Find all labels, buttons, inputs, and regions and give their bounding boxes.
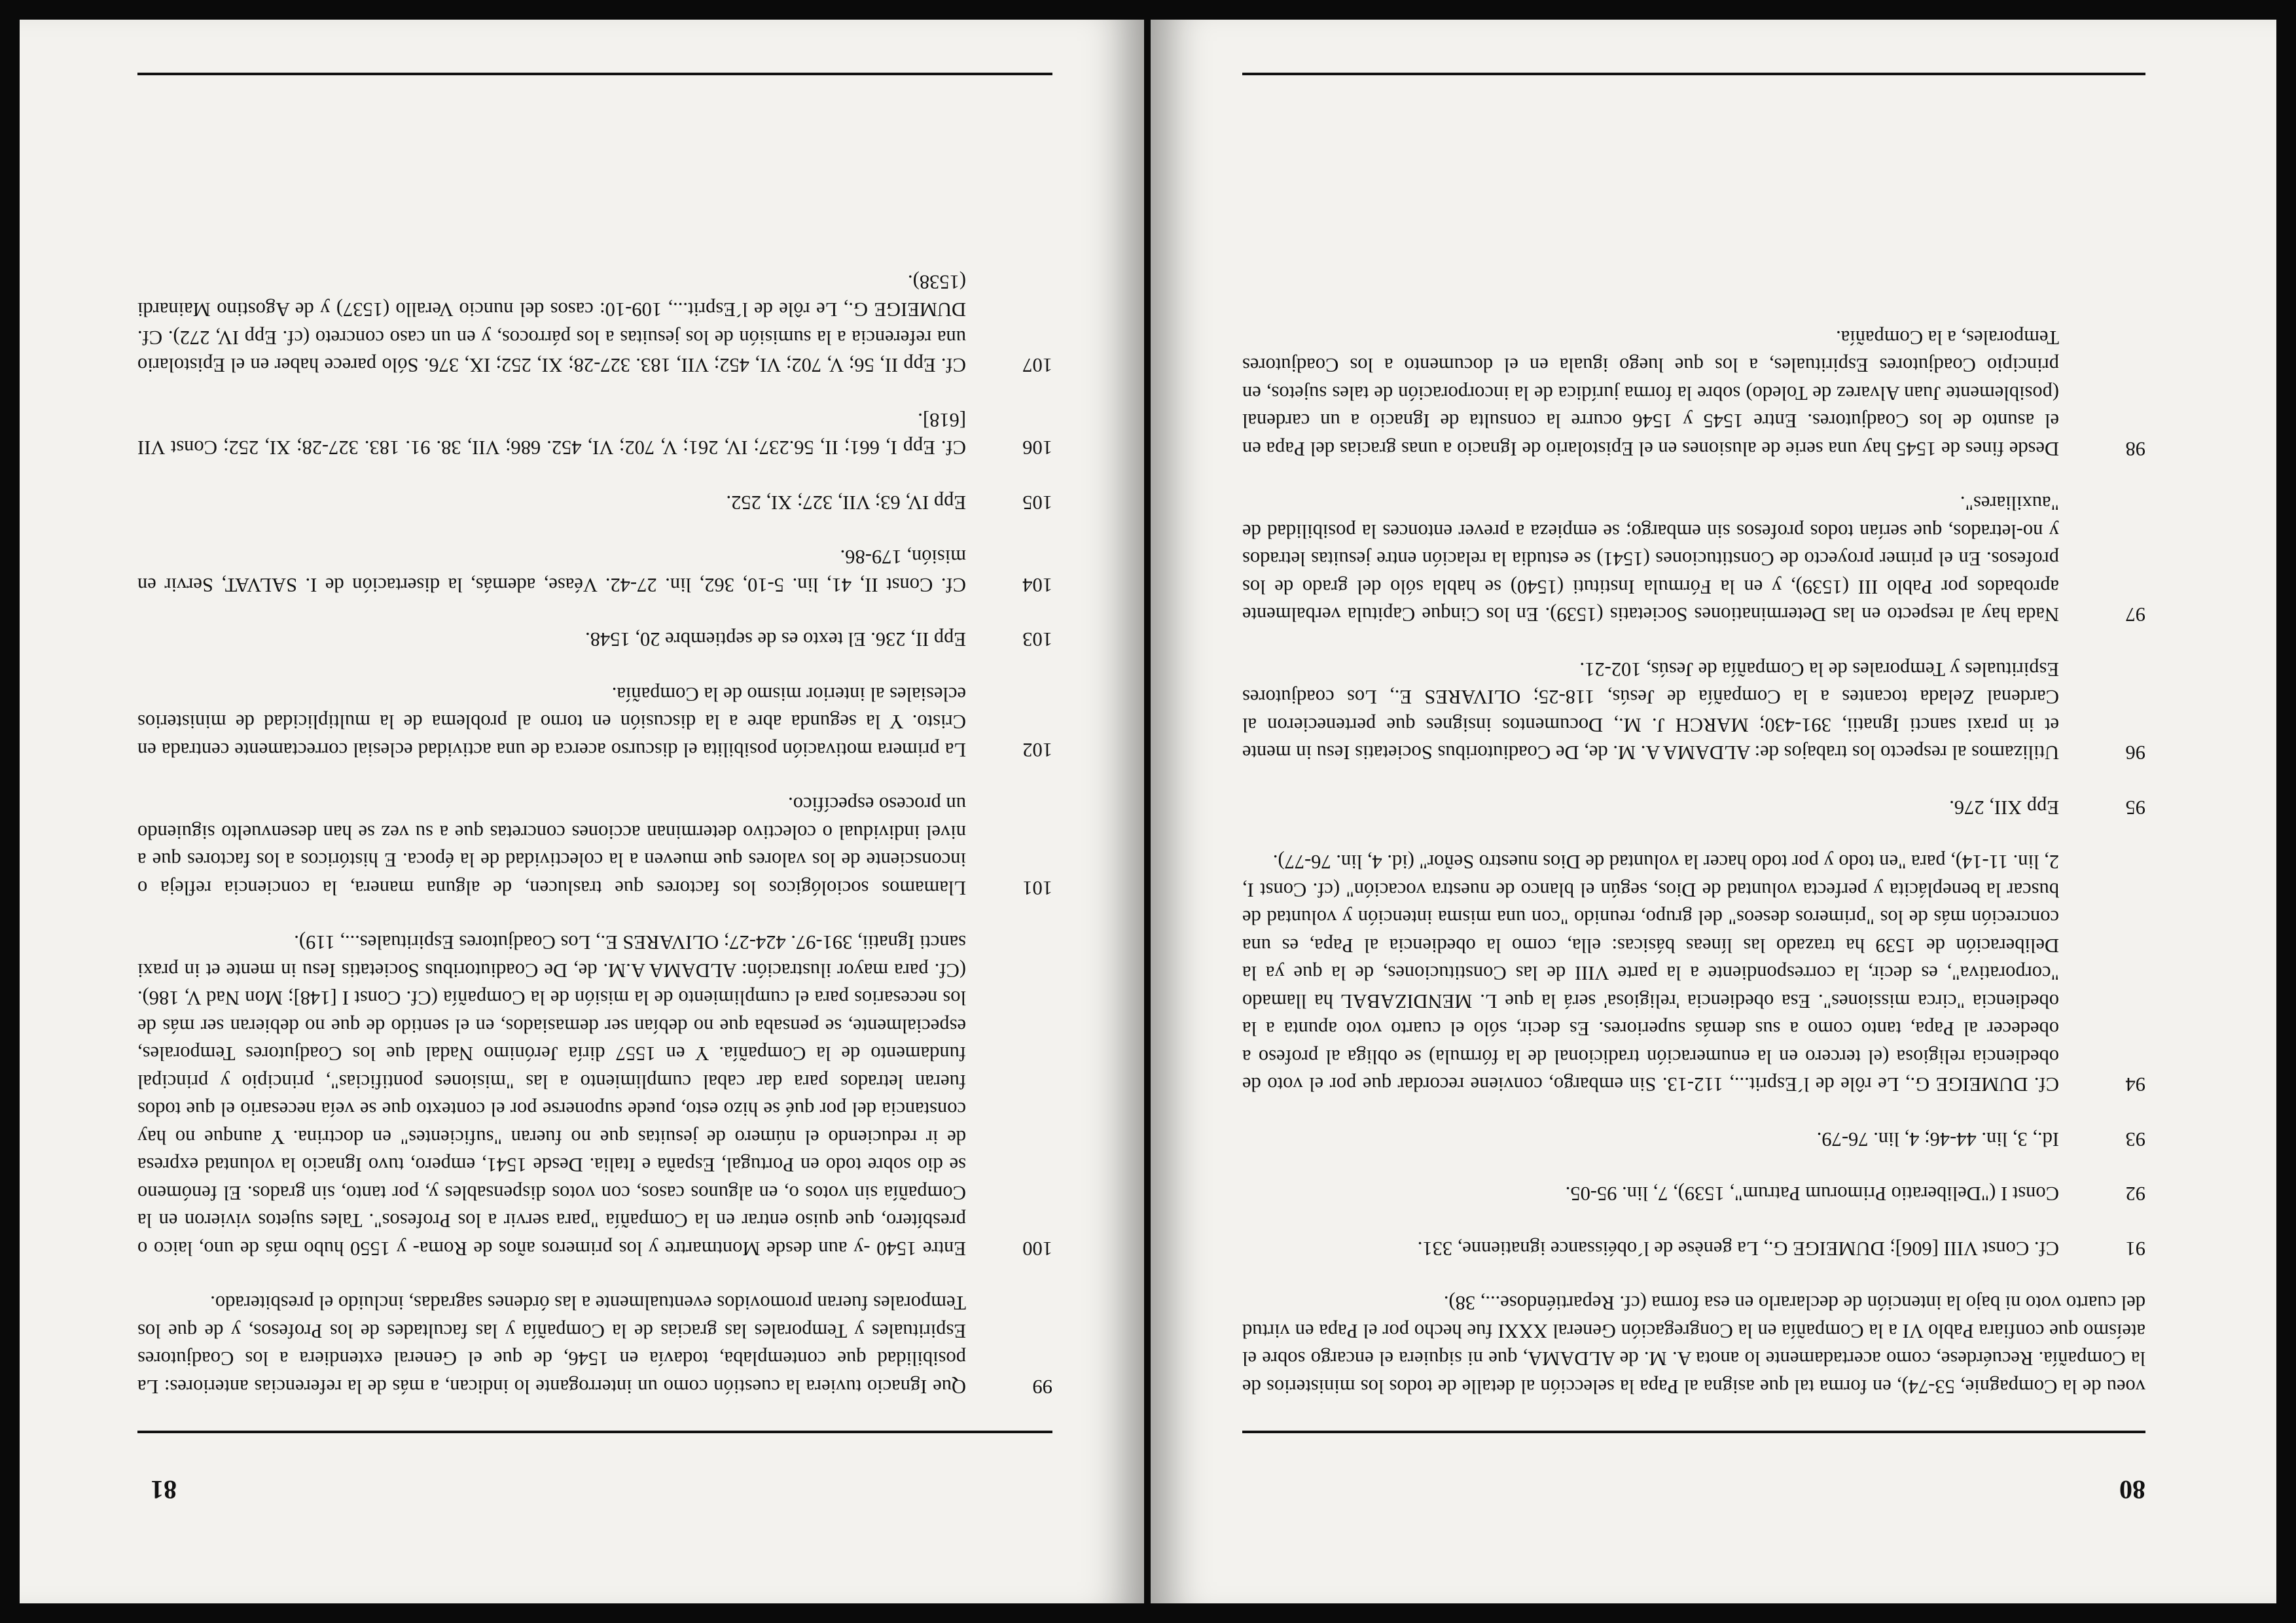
note-92 <box>1242 1180 2145 1208</box>
note-number: 95 <box>2125 796 2145 819</box>
footer-rule <box>137 73 1052 75</box>
page-80 <box>1151 20 2276 1603</box>
endnotes-column <box>137 241 1052 1401</box>
note-number: 96 <box>2125 741 2145 764</box>
note-102 <box>137 681 1052 764</box>
note-number: 105 <box>1022 491 1052 514</box>
note-96 <box>1242 656 2145 767</box>
note-text: Desde fines de 1545 hay una serie de alusiones en el Epistolario de Ignacio a unas gracias del Papa en el asunto de los Coadjutores. Entre 1545 y 1546 ocurre la consulta de Ignacio a un cardenal (posiblemente Juan Alvarez de Toledo) sobre la forma jurídica de la incorporación de tales sujetos, en principio Coadjutores Espirituales, a los que luego iguala en el documento a los Coadjutores Temporales, a la Compañía. <box>1242 327 2059 460</box>
note-98 <box>1242 324 2145 463</box>
note-103 <box>137 626 1052 654</box>
note-text: Que Ignacio tuviera la cuestión como un interrogante lo indican, a más de la referencias anteriores: La posibilidad que contemplaba, todavía en 1546, de que el General extendiera a los Coadjutores Espirituales y Temporales las gracias de la Compañía y las facultades de los Profesos, y de que los Temporales fueran promovidos eventualmente a las órdenes sagradas, incluido el presbiterado. <box>137 1292 966 1398</box>
note-text: Epp II, 236. El texto es de septiembre 20, 1548. <box>585 628 966 651</box>
note-99 <box>137 1289 1052 1400</box>
note-number: 107 <box>1022 354 1052 377</box>
page-number: 80 <box>2119 1475 2145 1505</box>
note-number: 97 <box>2125 603 2145 626</box>
note-104 <box>137 543 1052 599</box>
note-106 <box>137 406 1052 462</box>
note-text: Llamamos sociológicos los factores que traslucen, de alguna manera, la conciencia refleja o inconsciente de los valores que mueven a la colectividad de la época. E históricos a los factores que a nivel individual o colectivo determinan acciones concretas que a su vez se han desenvuelto siguiendo un proceso específico. <box>137 793 966 899</box>
note-number: 101 <box>1022 877 1052 899</box>
note-number: 103 <box>1022 628 1052 651</box>
note-text: Entre 1540 -y aun desde Montmartre y los primeros años de Roma- y 1550 hubo más de uno, laico o presbítero, que quiso entrar en la Compañía "para servir a los Profesos". Tales sujetos vivieron en la Compañía sin votos o, en algunos casos, con votos dispensables y, por tanto, sin grados. El fenómeno se dio sobre todo en Portugal, España e Italia. Desde 1541, empero, tuvo Ignacio la voluntad expresa de ir reduciendo el número de jesuitas que no fueran "suficientes" en doctrina. Y aunque no hay constancia del por qué se hizo esto, puede suponerse por el contexto que se veía necesario el que todos fueran letrados para dar cabal cumplimiento a las "misiones pontificias", principio y principal fundamento de la Compañía. Y en 1557 diría Jerónimo Nadal que los Coadjutores Temporales, especialmente, se pensaba que no debían ser demasiados, en el sentido de que no debieran ser más de los necesarios para el cumplimiento de la misión de la Compañía (Cf. Const I [148]; Mon Nad V, 186). (Cf. para mayor ilustración: ALDAMA A.M. de, De Coadiutoribus Societatis Iesu in mente et in praxi sancti Ignatii, 391-97. 424-27; OLIVARES E., Los Coadjutores Espirituales..., 119). <box>137 931 966 1260</box>
note-number: 92 <box>2125 1183 2145 1205</box>
note-number: 104 <box>1022 574 1052 596</box>
note-text: Epp IV, 63; VII, 327; XI, 252. <box>726 491 966 514</box>
note-text: Const I ("Deliberatio Primorum Patrum", 1539), 7, lin. 95-05. <box>1565 1183 2059 1205</box>
note-105 <box>137 489 1052 517</box>
note-text: voeu de la Compagnie, 53-74), en forma tal que asigna al Papa la selección al detalle de todos los ministerios de la Compañía. Recuérdese, como acertadamente lo anota A. M. de ALDAMA, que ni siquiera el encargo sobre el ateísmo que confiara Pablo VI a la Compañía en la Congregación General XXXI fue hecho por el Papa en virtud del cuarto voto ni bajo la intención de declararlo en esa forma (cf. Repartiéndose..., 38). <box>1242 1292 2145 1398</box>
endnotes-column <box>1242 297 2145 1401</box>
note-text: Utilizamos al respecto los trabajos de: ALDAMA A. M. de, De Coadiutoribus Societatis Iesu in mente et in praxi sancti Ignatii, 391-430; MARCH J. M., Documentos insignes que pertenecieron al Cardenal Zelada tocantes a la Compañía de Jesús, 118-25; OLIVARES E., Los coadjutores Espirituales y Temporales de la Compañía de Jesús, 102-21. <box>1242 658 2059 764</box>
footer-rule <box>1242 73 2145 75</box>
note-text: La primera motivación posibilita el discurso acerca de una actividad eclesial correctamente centrada en Cristo. Y la segunda abre a la discusión en torno al problema de la multiplicidad de ministerios eclesiales al interior mismo de la Compañía. <box>137 683 966 761</box>
note-number: 102 <box>1022 739 1052 761</box>
note-text: Cf. Const II, 41, lin. 5-10, 362, lin. 27-42. Véase, además, la disertación de I. SALVAT, Servir en misión, 179-86. <box>137 546 966 596</box>
note-number: 106 <box>1022 437 1052 459</box>
note-91 <box>1242 1235 2145 1263</box>
note-number: 98 <box>2125 438 2145 460</box>
note-text: Nada hay al respecto en las Determinationes Societatis (1539). En los Cinque Capitula verbalmente aprobados por Pablo III (1539), y en la Fórmula Instituti (1540) se habla sólo del grado de los profesos. En el primer proyecto de Constituciones (1541) se estudia la relación entre jesuitas letrados y no-letrados, que serían todos profesos sin embargo; se empieza a prever entonces la posibilidad de "auxiliares". <box>1242 492 2059 626</box>
page-81 <box>20 20 1144 1603</box>
header-rule <box>137 1431 1052 1433</box>
note-94 <box>1242 848 2145 1099</box>
page-number: 81 <box>151 1475 177 1505</box>
note-text: Cf. DUMEIGE G., Le rôle de l´Esprit..., 112-13. Sin embargo, conviene recordar que por el voto de obediencia religiosa (el tercero en la enumeración tradicional de la fórmula) se obliga al profeso a obedecer al Papa, tanto como a sus demás superiores. Es decir, sólo el cuarto voto apunta a la obediencia "circa missiones". Esa obediencia 'religiosa' será la que L. MENDIZABAL ha llamado "corporativa", es decir, la correspondiente a la parte VIII de las Constituciones, de la que ya la Deliberación de 1539 ha trazado las líneas básicas: ella, como la obediencia al Papa, es una concreción más de los "primeros deseos" del grupo, reunido "con una misma intención y voluntad de buscar la beneplácita y perfecta voluntad de Dios, según el blanco de nuestra vocación" (cf. Const I, 2, lin. 11-14), para "en todo y por todo hacer la voluntad de Dios nuestro Señor" (id. 4, lin. 76-77). <box>1242 851 2059 1096</box>
note-number: 93 <box>2125 1128 2145 1150</box>
note-95 <box>1242 794 2145 822</box>
note-text: Epp XII, 276. <box>1949 796 2059 819</box>
note-text: Cf. Const VIII [606]; DUMEIGE G., La genèse de l´obéissance ignatienne, 331. <box>1417 1238 2059 1260</box>
note-97 <box>1242 490 2145 629</box>
note-text: Id., 3, lin. 44-46; 4, lin. 76-79. <box>1816 1128 2059 1150</box>
note-93 <box>1242 1126 2145 1154</box>
note-text: Cf. Epp II, 56; V, 702; VI, 452; VII, 183. 327-28; XI, 252; IX, 376. Sólo parece haber en el Epistolario una referencia a la sumisión de los jesuitas a los párrocos, y en un caso concreto (cf. Epp IV, 272). Cf. DUMEIGE G., Le rôle de l´Esprit..., 109-10: casos del nuncio Verallo (1537) y de Agostino Mainardi (1538). <box>137 271 966 377</box>
note-number: 99 <box>1032 1376 1052 1398</box>
note-107 <box>137 268 1052 380</box>
note-number: 100 <box>1022 1238 1052 1260</box>
note-101 <box>137 791 1052 902</box>
note-100 <box>137 929 1052 1262</box>
note-text: Cf. Epp I, 661; II, 56.237; IV, 261; V, 702; VI, 452. 686; VII, 38. 91. 183. 327-28; XI, 252; Const VII [618]. <box>137 409 966 459</box>
note-number: 91 <box>2125 1238 2145 1260</box>
note-number: 94 <box>2125 1073 2145 1096</box>
note-continuation <box>1242 1289 2145 1400</box>
header-rule <box>1242 1431 2145 1433</box>
